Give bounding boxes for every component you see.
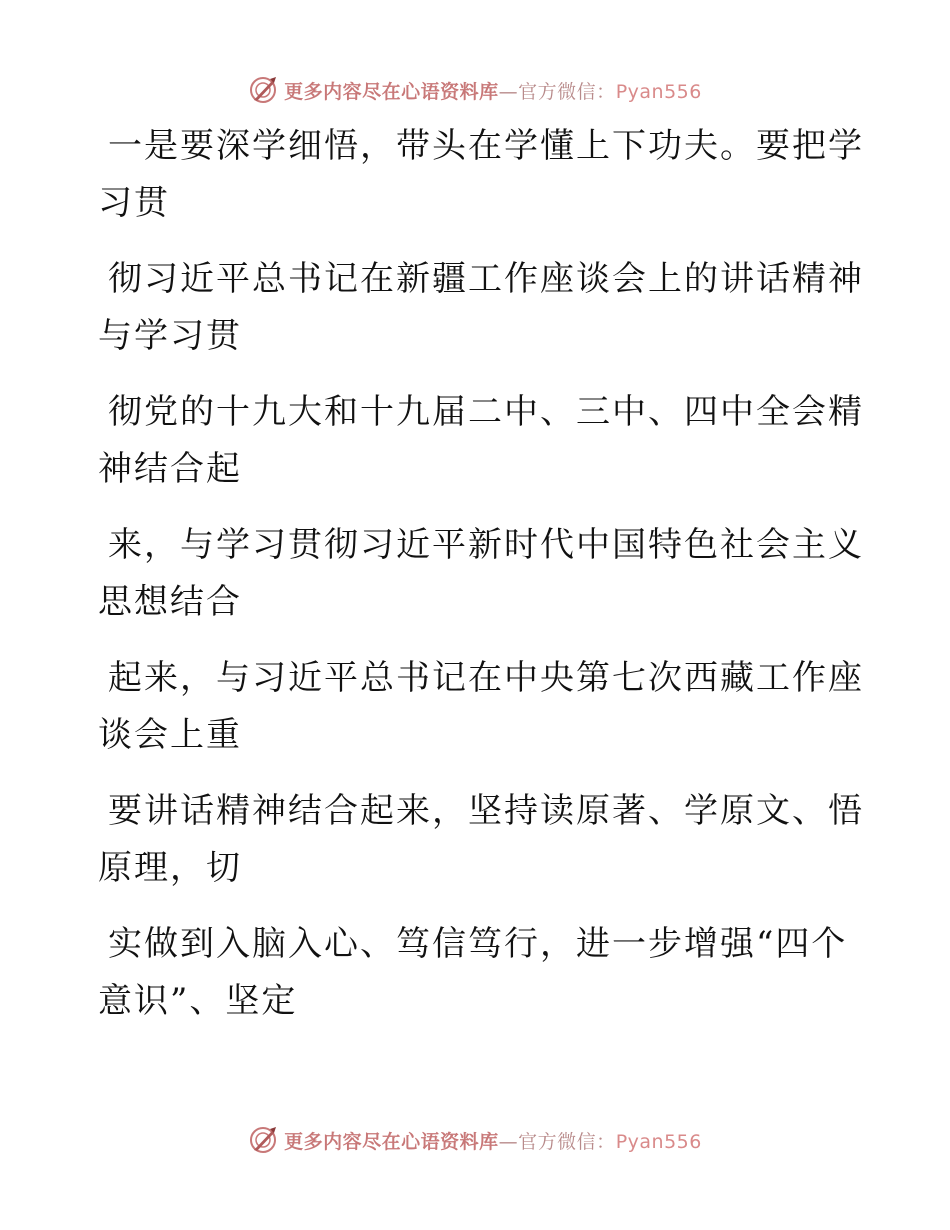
header-watermark: [0, 70, 950, 110]
paragraph: [98, 384, 864, 498]
paragraph: [98, 118, 864, 232]
paragraph-line: 要讲话精神结合起来，坚持读原著、学原文、悟: [108, 791, 864, 831]
header-banner-text: [284, 77, 702, 104]
header-wechat-id: Pyan556: [615, 80, 702, 103]
paragraph-line: 与学习贯: [98, 316, 242, 356]
paragraph: [98, 517, 864, 631]
footer-brand: 更多内容尽在心语资料库: [284, 1130, 499, 1153]
quill-seal-icon: [248, 1125, 278, 1155]
paragraph-line: 思想结合: [98, 582, 242, 622]
header-sub-label: 官方微信：: [518, 80, 616, 103]
footer-watermark: [0, 1120, 950, 1160]
paragraph-line: 意识”、坚定: [98, 981, 298, 1021]
paragraph: [98, 783, 864, 897]
quill-seal-icon: [248, 75, 278, 105]
footer-banner-text: [284, 1127, 702, 1154]
paragraph: [98, 650, 864, 764]
paragraph-line: 原理，切: [98, 848, 242, 888]
paragraph-line: 一是要深学细悟，带头在学懂上下功夫。要把学: [108, 126, 864, 166]
paragraph-line: 彻习近平总书记在新疆工作座谈会上的讲话精神: [108, 259, 864, 299]
paragraph-line: 起来，与习近平总书记在中央第七次西藏工作座: [108, 658, 864, 698]
paragraph-line: 习贯: [98, 183, 170, 223]
paragraph-line: 谈会上重: [98, 715, 242, 755]
paragraph-line: 彻党的十九大和十九届二中、三中、四中全会精: [108, 392, 864, 432]
header-brand: 更多内容尽在心语资料库: [284, 80, 499, 103]
paragraph: [98, 251, 864, 365]
paragraph-line: 来，与学习贯彻习近平新时代中国特色社会主义: [108, 525, 864, 565]
footer-separator: —: [498, 1130, 519, 1153]
paragraph-line: 神结合起: [98, 449, 242, 489]
footer-sub-label: 官方微信：: [518, 1130, 616, 1153]
footer-wechat-id: Pyan556: [615, 1130, 702, 1153]
header-separator: —: [498, 80, 519, 103]
document-body: [98, 118, 864, 1049]
paragraph: [98, 916, 848, 1030]
paragraph-line: 实做到入脑入心、笃信笃行，进一步增强“四个: [108, 924, 848, 964]
